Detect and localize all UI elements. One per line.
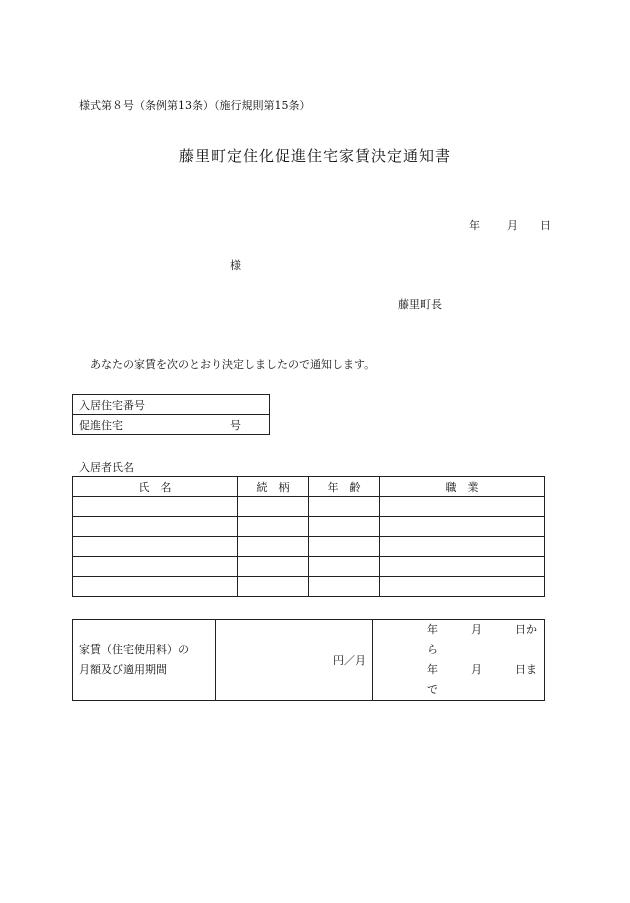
cell-age	[309, 537, 380, 557]
document-title: 藤里町定住化促進住宅家賃決定通知書	[178, 147, 451, 165]
table-header-row	[73, 477, 545, 497]
cell-occupation	[380, 497, 545, 517]
cell-relationship	[238, 517, 309, 537]
cell-name	[73, 557, 238, 577]
residents-table	[72, 476, 545, 597]
cell-relationship	[238, 557, 309, 577]
cell-age	[309, 497, 380, 517]
table-row	[73, 557, 545, 577]
cell-relationship	[238, 577, 309, 597]
cell-relationship	[238, 497, 309, 517]
column-header-age: 年 齢	[309, 477, 380, 497]
table-row	[73, 497, 545, 517]
residents-label: 入居者氏名	[79, 461, 134, 474]
cell-occupation	[380, 557, 545, 577]
number-suffix: 号	[230, 418, 241, 432]
housing-number-label: 入居住宅番号	[73, 395, 270, 415]
table-row	[73, 577, 545, 597]
notice-message: あなたの家賃を次のとおり決定しましたので通知します。	[90, 358, 376, 371]
cell-occupation	[380, 517, 545, 537]
rent-amount-cell	[216, 620, 373, 701]
addressee-honorific: 様	[230, 259, 241, 272]
housing-number-cell	[73, 415, 270, 435]
cell-name	[73, 497, 238, 517]
column-header-name: 氏 名	[73, 477, 238, 497]
cell-occupation	[380, 537, 545, 557]
date-year-label: 年	[469, 219, 480, 232]
promotion-housing-label: 促進住宅	[79, 418, 123, 432]
column-header-relationship: 続 柄	[238, 477, 309, 497]
cell-age	[309, 577, 380, 597]
table-row	[73, 537, 545, 557]
date-month-label: 月	[507, 219, 518, 232]
rent-label-line1: 家賃（住宅使用料）の	[79, 643, 189, 656]
cell-relationship	[238, 537, 309, 557]
period-to: 年 月 日まで	[427, 663, 537, 696]
cell-name	[73, 577, 238, 597]
cell-age	[309, 557, 380, 577]
date-day-label: 日	[540, 219, 551, 232]
table-row	[73, 517, 545, 537]
column-header-occupation: 職 業	[380, 477, 545, 497]
sender-name: 藤里町長	[398, 298, 442, 311]
cell-occupation	[380, 577, 545, 597]
period-from: 年 月 日から	[427, 623, 537, 656]
rent-period-cell	[373, 620, 545, 701]
rent-table	[72, 619, 545, 701]
cell-name	[73, 537, 238, 557]
cell-name	[73, 517, 238, 537]
housing-number-table	[72, 394, 270, 435]
rent-label-line2: 月額及び適用期間	[79, 663, 167, 676]
rent-unit: 円／月	[333, 654, 366, 667]
rent-label-cell	[73, 620, 216, 701]
form-reference: 様式第８号（条例第13条）（施行規則第15条）	[79, 99, 311, 112]
cell-age	[309, 517, 380, 537]
